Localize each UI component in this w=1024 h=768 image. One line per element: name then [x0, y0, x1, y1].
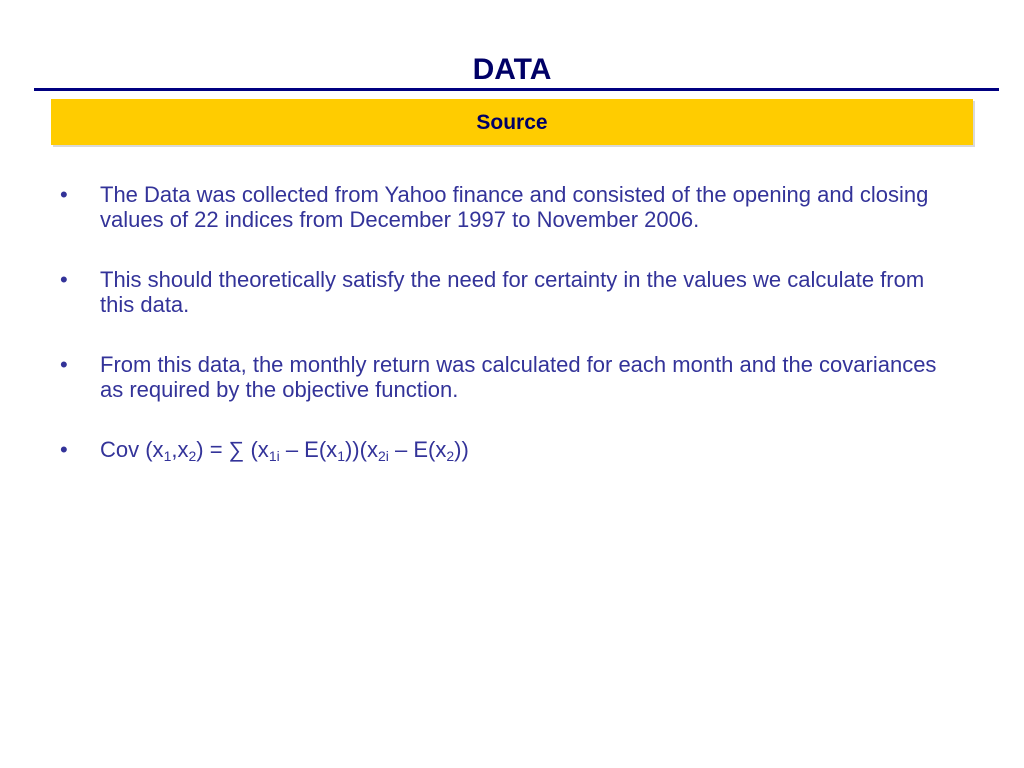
- bullet-item-formula: [60, 437, 960, 462]
- formula-subscript: 1i: [268, 448, 280, 464]
- formula-part: ,x: [171, 437, 189, 462]
- banner-label: Source: [476, 111, 548, 134]
- formula-subscript: 1: [163, 448, 172, 464]
- source-banner: [51, 99, 973, 145]
- formula-part: ))(x: [344, 437, 378, 462]
- formula-subscript: 2i: [377, 448, 389, 464]
- formula-part: Cov (x: [100, 437, 164, 462]
- formula-part: – E(x: [388, 437, 447, 462]
- formula-subscript: 1: [337, 448, 345, 464]
- bullet-icon: •: [60, 437, 68, 462]
- title-divider: [34, 88, 999, 91]
- bullet-item: [60, 352, 960, 402]
- formula-part: )): [454, 437, 469, 462]
- bullet-icon: •: [60, 267, 68, 292]
- bullet-icon: •: [60, 182, 68, 207]
- formula-part: – E(x: [279, 437, 338, 462]
- bullet-text: The Data was collected from Yahoo finance and consisted of the opening and closing values of 22 indices from December 1997 to November 2006.: [100, 182, 929, 232]
- formula-subscript: 2: [188, 448, 197, 464]
- formula-part: ) = ∑ (x: [196, 437, 269, 462]
- bullet-text: This should theoretically satisfy the need for certainty in the values we calculate from this data.: [100, 267, 925, 317]
- bullet-text: From this data, the monthly return was calculated for each month and the covariances as required by the objective function.: [100, 352, 937, 402]
- bullet-item: [60, 267, 960, 317]
- bullet-icon: •: [60, 352, 68, 377]
- formula-subscript: 2: [446, 448, 455, 464]
- bullet-list: [60, 182, 960, 497]
- bullet-item: [60, 182, 960, 232]
- slide-title: DATA: [472, 53, 552, 86]
- covariance-formula: [100, 437, 469, 462]
